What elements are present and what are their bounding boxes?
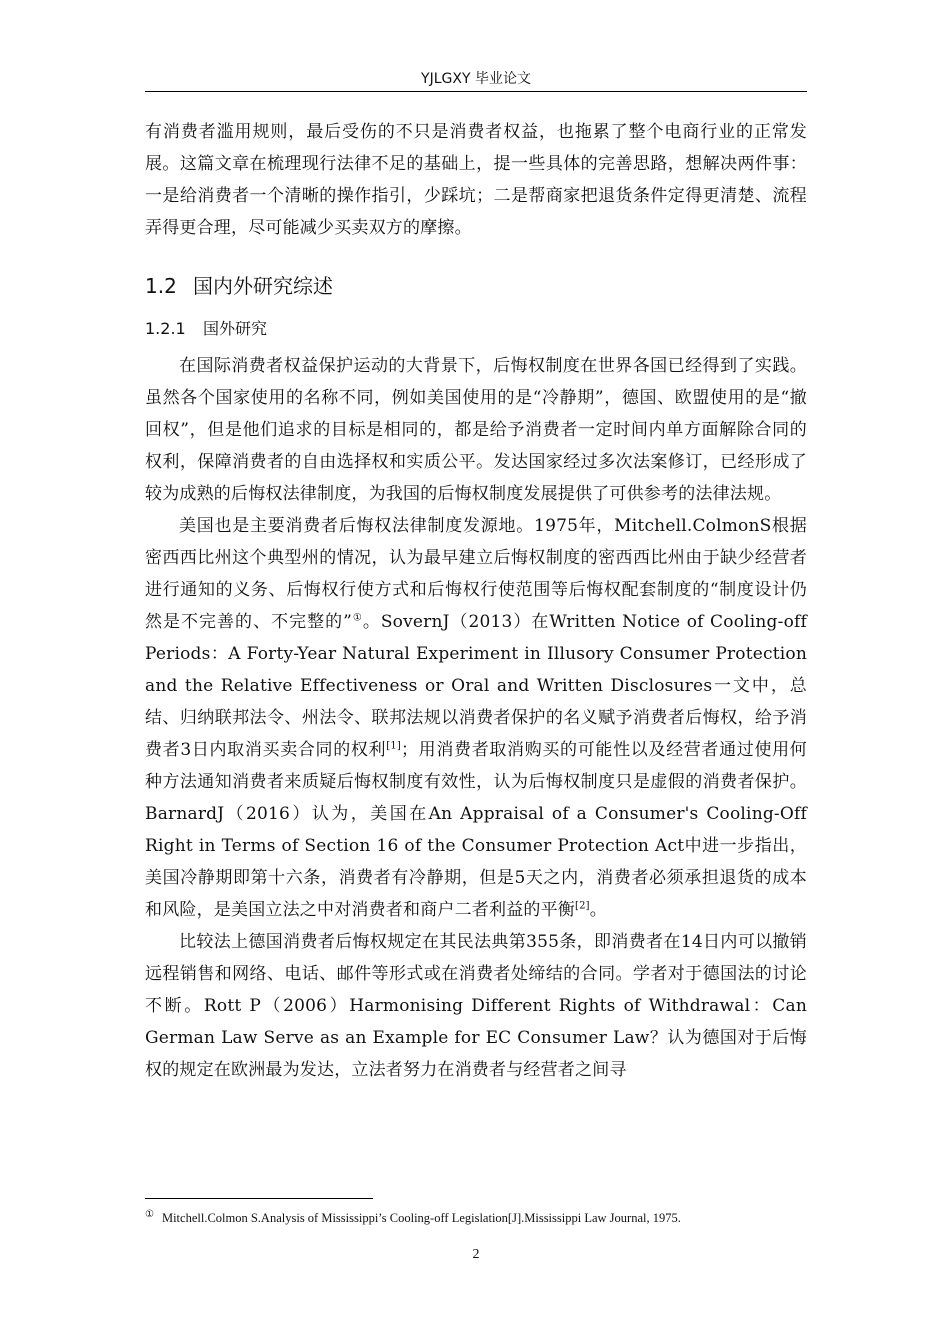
subsection-heading <box>145 312 807 346</box>
header-rule <box>145 91 807 92</box>
citation-reference-2[interactable]: [2] <box>575 900 590 912</box>
paragraph-us-text-c: ；用消费者取消购买的可能性以及经营者通过使用何种方法通知消费者来质疑后悔权制度有效性，认为后悔权制度只是虚假的消费者保护。BarnardJ（2016）认为，美国在An Appraisal of a Consumer's Cooling-Off Right in Terms of Section 16 of the Consumer Protection Act中进一步指出，美国冷静期即第十六条，消费者有冷静期，但是5天之内，消费者必须承担退货的成本和风险，是美国立法之中对消费者和商户二者利益的平衡 <box>145 740 807 920</box>
page-number: 2 <box>472 1247 480 1262</box>
footnote-mark: ① <box>145 1208 154 1220</box>
paragraph-german-law: 比较法上德国消费者后悔权规定在其民法典第355条，即消费者在14日内可以撤销远程销售和网络、电话、邮件等形式或在消费者处缔结的合同。学者对于德国法的讨论不断。Rott P（2006）Harmonising Different Rights of Withdrawal：Can German Law Serve as an Example for EC Consumer Law？认为德国对于后悔权的规定在欧洲最为发达，立法者努力在消费者与经营者之间寻 <box>145 932 807 1080</box>
footnote-separator <box>145 1198 373 1199</box>
section-number: 1.2 <box>145 274 177 298</box>
paragraph-us-text-b: 。SovernJ（2013）在Written Notice of Cooling-off Periods：A Forty-Year Natural Experiment in Illusory Consumer Protection and the Relative Effectiveness or Oral and Written Disclosures一文中，总结、归纳联邦法令、州法令、联邦法规以消费者保护的名义赋予消费者后悔权，给予消费者3日内取消买卖合同的权利 <box>145 612 807 760</box>
footnote-reference[interactable]: ① <box>352 612 363 624</box>
paragraph-us-law <box>145 510 807 926</box>
paragraph-us-text-a: 美国也是主要消费者后悔权法律制度发源地。1975年，Mitchell.ColmonS根据密西西比州这个典型州的情况，认为最早建立后悔权制度的密西西比州由于缺少经营者进行通知的义务、后悔权行使方式和后悔权行使范围等后悔权配套制度的“制度设计仍然是不完善的、不完整的” <box>145 516 807 632</box>
footnote <box>145 1210 807 1226</box>
page-body <box>145 116 807 1086</box>
citation-reference-1[interactable]: [1] <box>386 740 401 752</box>
paragraph-us-text-d: 。 <box>589 900 607 920</box>
running-header: YJLGXY 毕业论文 <box>421 71 531 87</box>
footnote-text: Mitchell.Colmon S.Analysis of Mississippi’s Cooling-off Legislation[J].Mississippi Law Journal, 1975. <box>161 1211 681 1225</box>
intro-paragraph: 有消费者滥用规则，最后受伤的不只是消费者权益，也拖累了整个电商行业的正常发展。这篇文章在梳理现行法律不足的基础上，提一些具体的完善思路，想解决两件事：一是给消费者一个清晰的操作指引，少踩坑；二是帮商家把退货条件定得更清楚、流程弄得更合理，尽可能减少买卖双方的摩擦。 <box>145 122 807 238</box>
subsection-number: 1.2.1 <box>145 319 186 338</box>
paragraph-international-practice: 在国际消费者权益保护运动的大背景下，后悔权制度在世界各国已经得到了实践。虽然各个国家使用的名称不同，例如美国使用的是“冷静期”，德国、欧盟使用的是“撤回权”，但是他们追求的目标是相同的，都是给予消费者一定时间内单方面解除合同的权利，保障消费者的自由选择权和实质公平。发达国家经过多次法案修订，已经形成了较为成熟的后悔权法律制度，为我国的后悔权制度发展提供了可供参考的法律法规。 <box>145 356 807 504</box>
section-heading <box>145 266 807 306</box>
section-title: 国内外研究综述 <box>193 274 333 298</box>
subsection-title: 国外研究 <box>203 319 268 338</box>
